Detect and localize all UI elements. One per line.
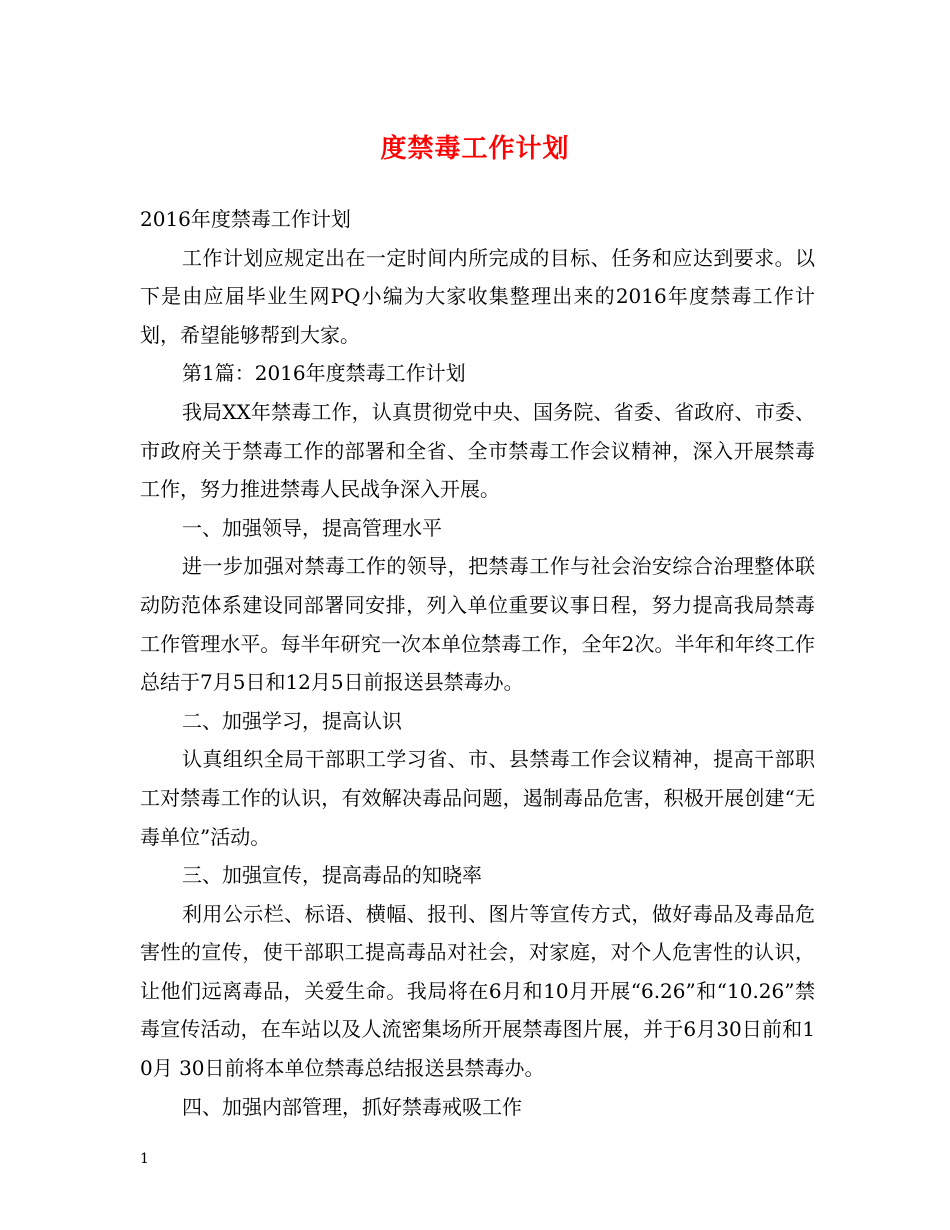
document-title: 度禁毒工作计划 [380, 134, 570, 164]
section-heading: 四、加强内部管理，抓好禁毒戒吸工作 [182, 1094, 522, 1119]
section-heading: 一、加强领导，提高管理水平 [182, 515, 442, 540]
paragraph: 进一步加强对禁毒工作的领导，把禁毒工作与社会治安综合治理整体联动防范体系建设同部署同安排，列入单位重要议事日程，努力提高我局禁毒工作管理水平。每半年研究一次本单位禁毒工作，全年2次。半年和年终工作总结于7月5日和12月5日前报送县禁毒办。 [140, 554, 815, 695]
paragraph: 2016年度禁毒工作计划 [140, 207, 351, 231]
document-body [140, 200, 815, 1126]
paragraph: 利用公示栏、标语、横幅、报刊、图片等宣传方式，做好毒品及毒品危害性的宣传，使干部职工提高毒品对社会，对家庭，对个人危害性的认识，让他们远离毒品，关爱生命。我局将在6月和10月开展“6.26”和“10.26”禁毒宣传活动，在车站以及人流密集场所开展禁毒图片展，并于6月30日前和10月 30日前将本单位禁毒总结报送县禁毒办。 [140, 901, 815, 1081]
paragraph: 第1篇：2016年度禁毒工作计划 [182, 361, 466, 386]
page-number: 1 [140, 1151, 149, 1167]
paragraph: 认真组织全局干部职工学习省、市、县禁毒工作会议精神，提高干部职工对禁毒工作的认识，有效解决毒品问题，遏制毒品危害，积极开展创建“无毒单位”活动。 [140, 747, 815, 849]
paragraph: 我局XX年禁毒工作，认真贯彻党中央、国务院、省委、省政府、市委、市政府关于禁毒工作的部署和全省、全市禁毒工作会议精神，深入开展禁毒工作，努力推进禁毒人民战争深入开展。 [140, 399, 815, 502]
section-heading: 三、加强宣传，提高毒品的知晓率 [182, 863, 482, 888]
paragraph: 工作计划应规定出在一定时间内所完成的目标、任务和应达到要求。以下是由应届毕业生网PQ小编为大家收集整理出来的2016年度禁毒工作计划，希望能够帮到大家。 [140, 245, 815, 347]
section-heading: 二、加强学习，提高认识 [182, 708, 402, 733]
